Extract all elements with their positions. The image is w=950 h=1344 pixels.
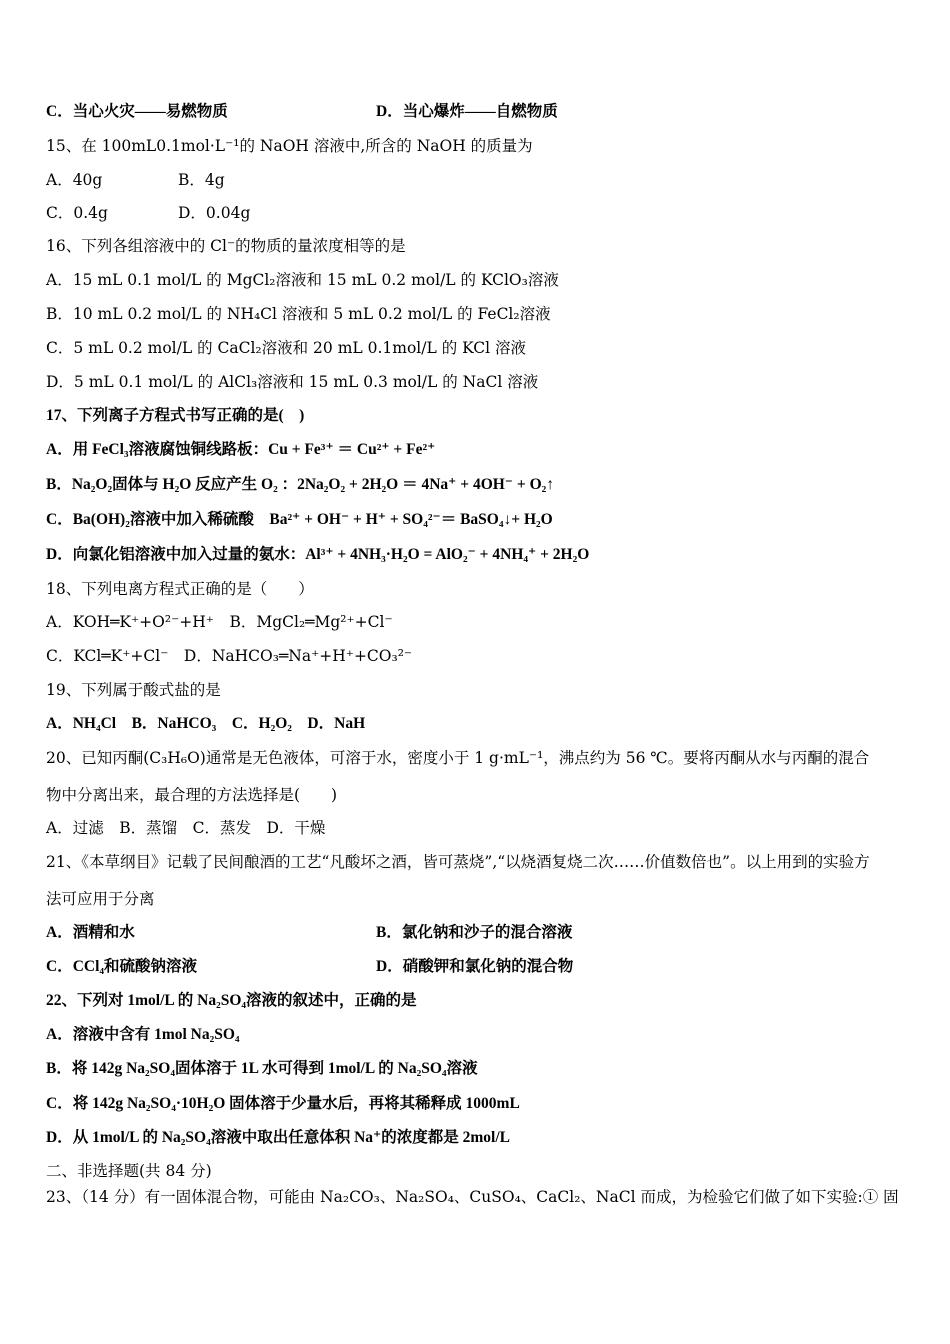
q19-stem: 19、下列属于酸式盐的是: [46, 681, 221, 699]
q15-option-c: C．0.4g: [46, 204, 108, 222]
q17-option-a: A．用 FeCl₃溶液腐蚀铜线路板：Cu + Fe³⁺ ＝ Cu²⁺ + Fe²⁺: [46, 441, 436, 458]
q20-stem-line2: 物中分离出来，最合理的方法选择是( ): [46, 786, 338, 804]
q16-stem: 16、下列各组溶液中的 Cl⁻的物质的量浓度相等的是: [46, 237, 406, 255]
q14-options: [46, 102, 910, 122]
q22-option-c: C．将 142g Na₂SO₄·10H₂O 固体溶于少量水后，再将其稀释成 1000mL: [46, 1095, 520, 1112]
q15-options-ab: [46, 170, 910, 190]
q14-option-c: C．当心火灾——易燃物质: [46, 103, 228, 120]
q21-option-b: B．氯化钠和沙子的混合溶液: [376, 924, 573, 941]
q22-option-b: B．将 142g Na₂SO₄固体溶于 1L 水可得到 1mol/L 的 Na₂SO₄溶液: [46, 1060, 478, 1077]
q15-options-cd: [46, 203, 910, 223]
q16-option-d: D．5 mL 0.1 mol/L 的 AlCl₃溶液和 15 mL 0.3 mol/L 的 NaCl 溶液: [46, 373, 539, 391]
section-title: 二、非选择题(共 84 分): [46, 1162, 212, 1180]
q15-stem: 15、在 100mL0.1mol·L⁻¹的 NaOH 溶液中,所含的 NaOH 的质量为: [46, 137, 533, 155]
q15-option-b: B．4g: [178, 171, 225, 189]
q17-option-d: D．向氯化铝溶液中加入过量的氨水：Al³⁺ + 4NH₃·H₂O = AlO₂⁻ + 4NH₄⁺ + 2H₂O: [46, 546, 590, 563]
q19-options: A．NH₄Cl B．NaHCO₃ C．H₂O₂ D．NaH: [46, 715, 366, 732]
q17-option-b: B．Na₂O₂固体与 H₂O 反应产生 O₂ ：2Na₂O₂ + 2H₂O ＝ 4Na⁺ + 4OH⁻ + O₂↑: [46, 476, 555, 493]
q15-option-a: A．40g: [46, 171, 103, 189]
q21-option-d: D．硝酸钾和氯化钠的混合物: [376, 958, 574, 975]
q18-stem: 18、下列电离方程式正确的是（ ）: [46, 580, 314, 598]
q23-stem: 23、（14 分）有一固体混合物，可能由 Na₂CO₃、Na₂SO₄、CuSO₄、CaCl₂、NaCl 而成，为检验它们做了如下实验:① 固: [46, 1188, 899, 1206]
q21-options-cd: [46, 957, 910, 977]
q14-option-d: D．当心爆炸——自燃物质: [376, 103, 558, 120]
q20-options: A．过滤 B．蒸馏 C．蒸发 D．干燥: [46, 819, 326, 837]
q20-stem-line1: 20、已知丙酮(C₃H₆O)通常是无色液体，可溶于水，密度小于 1 g·mL⁻¹，沸点约为 56 ℃。要将丙酮从水与丙酮的混合: [46, 749, 870, 767]
q15-option-d: D．0.04g: [178, 204, 251, 222]
q16-option-c: C．5 mL 0.2 mol/L 的 CaCl₂溶液和 20 mL 0.1mol/L 的 KCl 溶液: [46, 339, 527, 357]
q18-options-cd: C．KCl═K⁺+Cl⁻ D．NaHCO₃═Na⁺+H⁺+CO₃²⁻: [46, 647, 413, 665]
q16-option-a: A．15 mL 0.1 mol/L 的 MgCl₂溶液和 15 mL 0.2 mol/L 的 KClO₃溶液: [46, 271, 559, 289]
q22-stem: 22、下列对 1mol/L 的 Na₂SO₄溶液的叙述中，正确的是: [46, 992, 417, 1009]
q21-options-ab: [46, 923, 910, 943]
q22-option-d: D．从 1mol/L 的 Na₂SO₄溶液中取出任意体积 Na⁺的浓度都是 2mol/L: [46, 1129, 510, 1146]
q17-stem: 17、下列离子方程式书写正确的是( ): [46, 407, 305, 424]
q22-option-a: A．溶液中含有 1mol Na₂SO₄: [46, 1026, 240, 1043]
q21-option-c: C．CCl₄和硫酸钠溶液: [46, 958, 198, 975]
q21-option-a: A．酒精和水: [46, 924, 135, 941]
q16-option-b: B．10 mL 0.2 mol/L 的 NH₄Cl 溶液和 5 mL 0.2 mol/L 的 FeCl₂溶液: [46, 305, 551, 323]
q21-stem-line2: 法可应用于分离: [46, 890, 155, 908]
q17-option-c: C．Ba(OH)₂溶液中加入稀硫酸 Ba²⁺ + OH⁻ + H⁺ + SO₄²⁻＝ BaSO₄↓+ H₂O: [46, 511, 553, 528]
q18-options-ab: A．KOH═K⁺+O²⁻+H⁺ B．MgCl₂═Mg²⁺+Cl⁻: [46, 613, 393, 631]
q21-stem-line1: 21、《本草纲目》记载了民间酿酒的工艺“凡酸坏之酒，皆可蒸烧”,“以烧酒复烧二次……价值数倍也”。以上用到的实验方: [46, 853, 870, 871]
